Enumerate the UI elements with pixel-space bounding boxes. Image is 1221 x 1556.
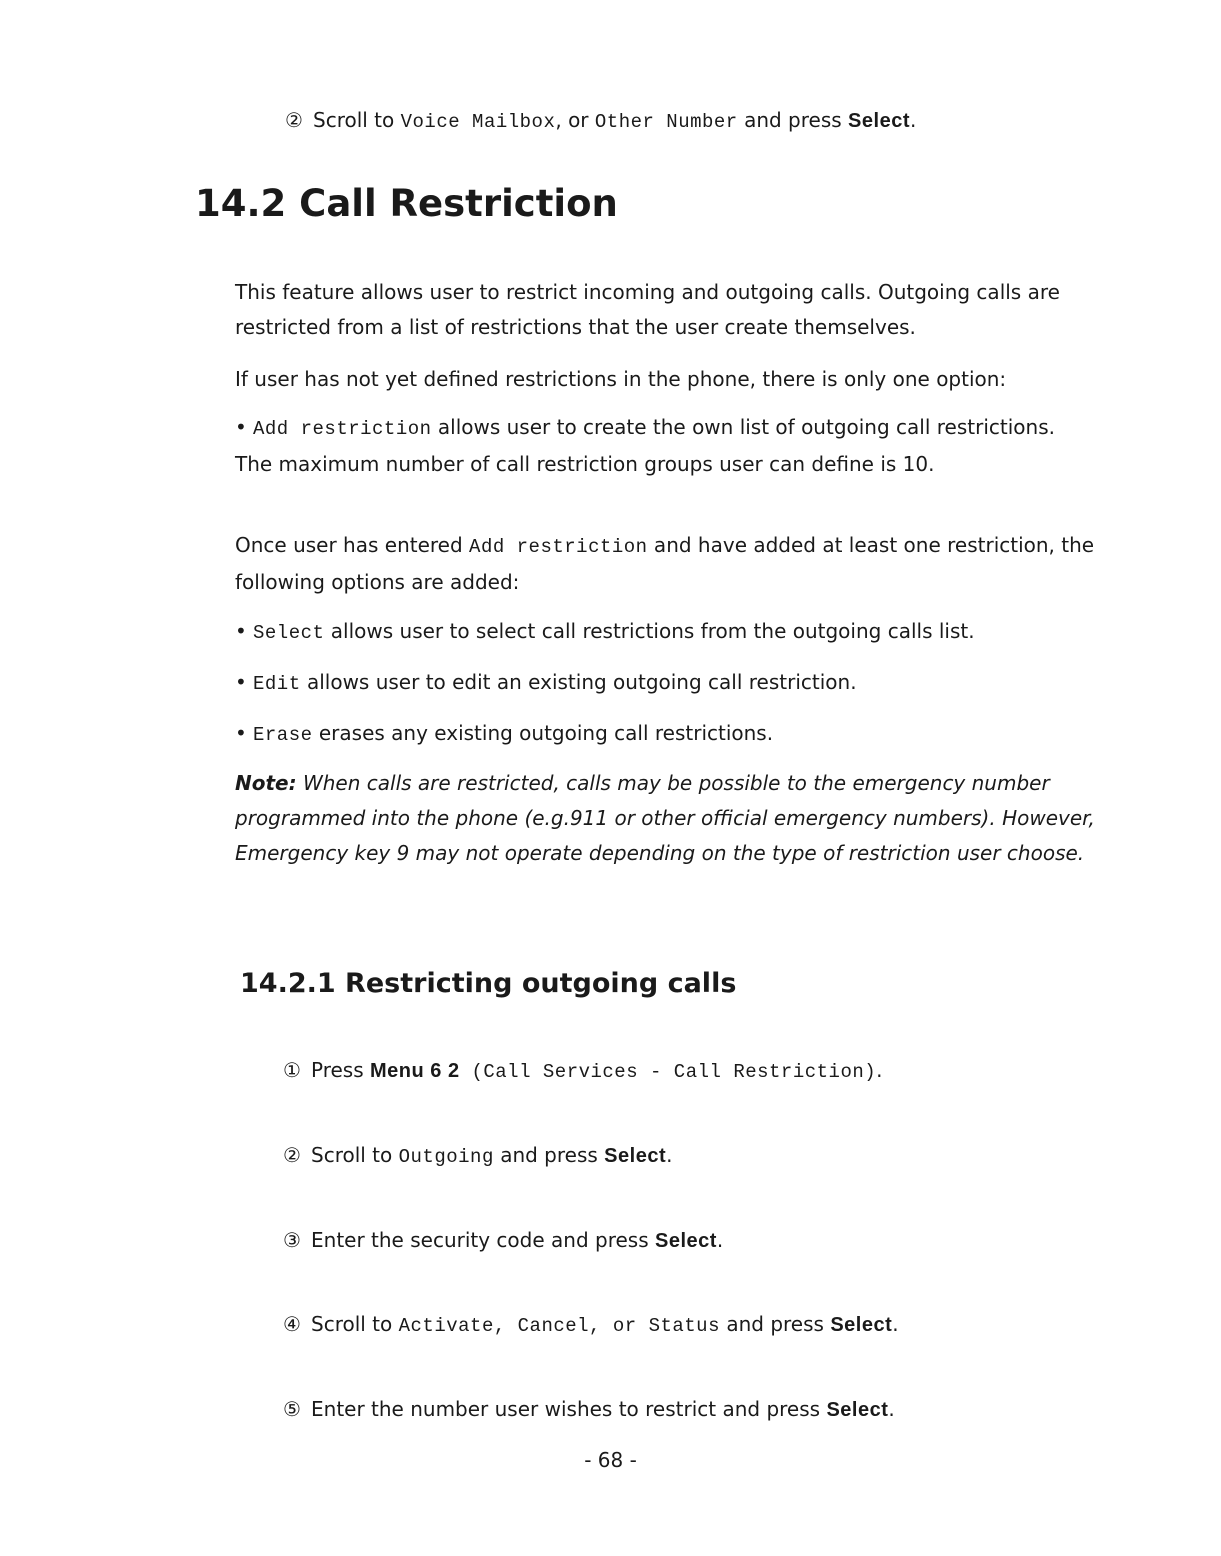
bullet-erase: • Erase erases any existing outgoing call restrictions. xyxy=(235,716,1095,753)
step-2: ② Scroll to Outgoing and press Select. xyxy=(283,1143,673,1168)
bullet-dot: • xyxy=(235,415,247,439)
bullet-dot: • xyxy=(235,721,247,745)
step-number-marker: ② xyxy=(285,108,303,132)
top-step: ② Scroll to Voice Mailbox, or Other Number and press Select. xyxy=(285,108,917,133)
if-paragraph: If user has not yet defined restrictions in the phone, there is only one option: xyxy=(235,367,1007,391)
step-number-marker: ④ xyxy=(283,1312,301,1336)
bullet-select: • Select allows user to select call restrictions from the outgoing calls list. xyxy=(235,614,1095,651)
step-1: ① Press Menu 6 2 (Call Services - Call Restriction). xyxy=(283,1058,883,1083)
bullet-dot: • xyxy=(235,619,247,643)
step-5: ⑤ Enter the number user wishes to restrict and press Select. xyxy=(283,1397,895,1421)
bullet-edit: • Edit allows user to edit an existing outgoing call restriction. xyxy=(235,665,1095,702)
step-number-marker: ② xyxy=(283,1143,301,1167)
bullet-dot: • xyxy=(235,670,247,694)
step-3: ③ Enter the security code and press Select. xyxy=(283,1228,724,1252)
once-paragraph: Once user has entered Add restriction and have added at least one restriction, the following options are added: xyxy=(235,533,1095,594)
step-number-marker: ⑤ xyxy=(283,1397,301,1421)
bullet-add-restriction: • Add restriction allows user to create the own list of outgoing call restrictions. The maximum number of call restriction groups user can define is 10. xyxy=(235,410,1095,482)
intro-paragraph: This feature allows user to restrict incoming and outgoing calls. Outgoing calls are restricted from a list of restrictions that the user create themselves. xyxy=(235,280,1060,339)
note-paragraph: Note: When calls are restricted, calls may be possible to the emergency number programmed into the phone (e.g.911 or other official emergency numbers). However, Emergency key 9 may not operate depending on the type of restriction user choose. xyxy=(235,771,1095,865)
step-number-marker: ③ xyxy=(283,1228,301,1252)
step-number-marker: ① xyxy=(283,1058,301,1082)
subsection-title: 14.2.1 Restricting outgoing calls xyxy=(240,968,737,999)
page-number: - 68 - xyxy=(584,1448,637,1472)
step-4: ④ Scroll to Activate, Cancel, or Status and press Select. xyxy=(283,1312,899,1337)
section-title: 14.2 Call Restriction xyxy=(195,182,618,225)
note-label: Note: xyxy=(235,771,297,795)
